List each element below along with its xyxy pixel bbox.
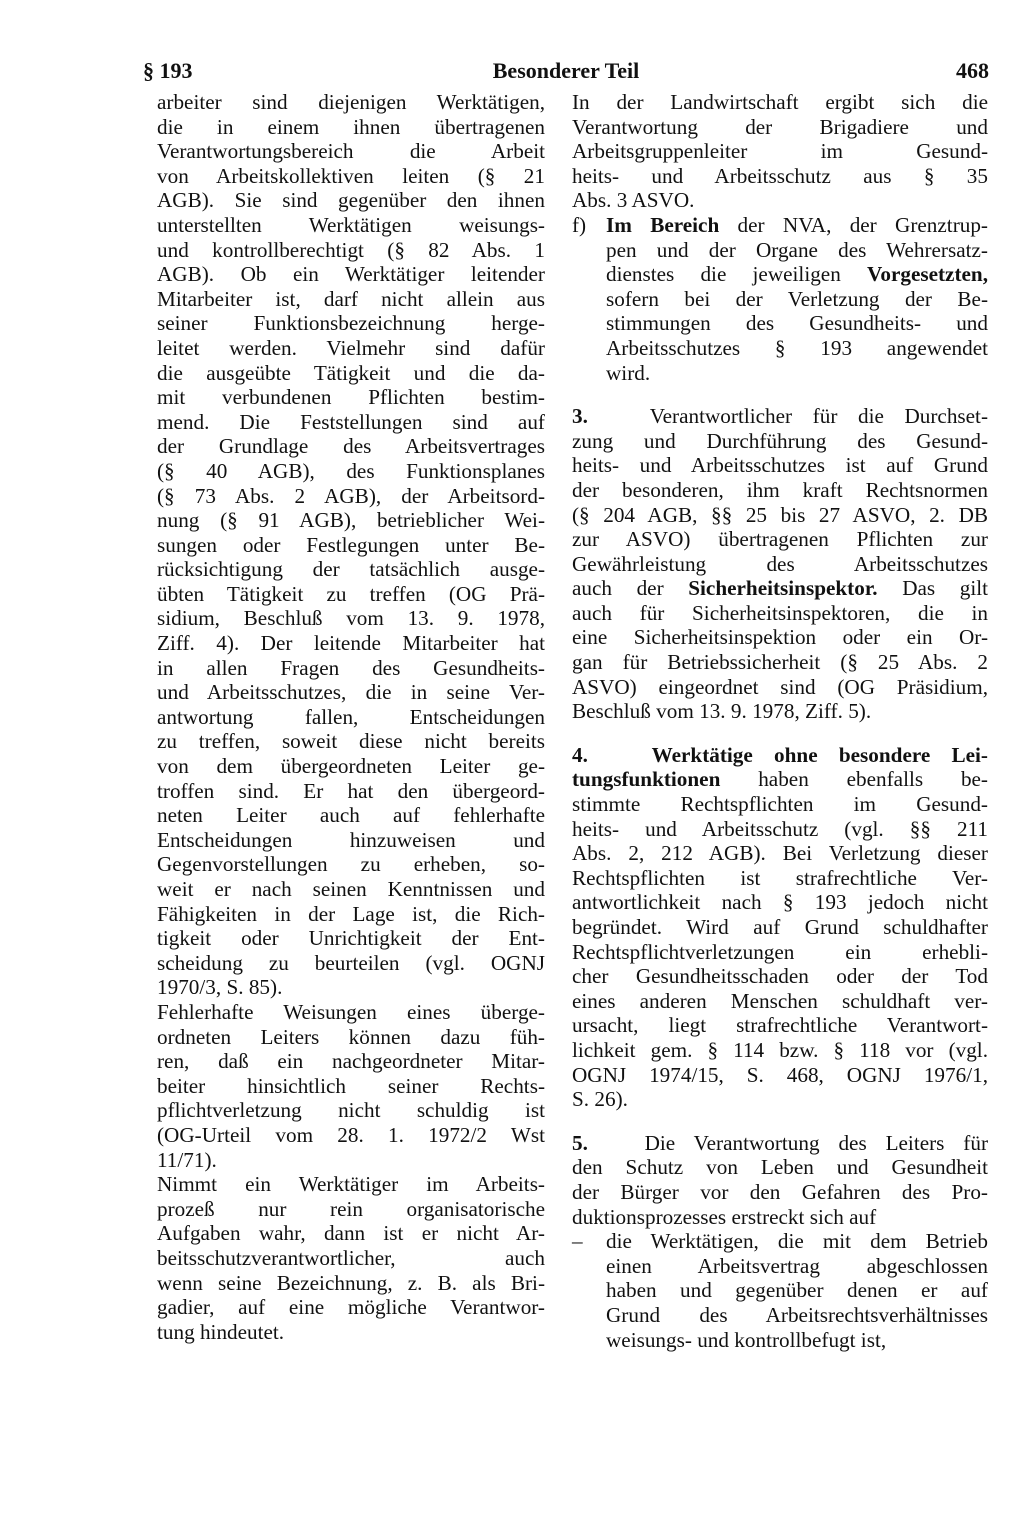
text-line: rücksichtigung der tatsächlich ausge- [157, 557, 545, 582]
text-span: der NVA, der Grenztrup- [719, 212, 988, 237]
text-line: cher Gesundheitsschaden oder der Tod [572, 964, 988, 989]
text-line: (§ 73 Abs. 2 AGB), der Arbeitsord- [157, 483, 545, 508]
bold-term: Vorgesetzten, [867, 262, 988, 287]
text-line: heits- und Arbeitsschutz aus § 35 [572, 163, 988, 188]
paragraph-number: 3. [572, 404, 588, 429]
text-line: zu treffen, soweit diese nicht bereits [157, 729, 545, 754]
text-line: in allen Fragen des Gesundheits- [157, 655, 545, 680]
text-line: ASVO) eingeordnet sind (OG Präsidium, [572, 674, 988, 699]
text-line: auch für Sicherheitsinspektoren, die in [572, 600, 988, 625]
text-line: der besonderen, ihm kraft Rechtsnormen [572, 477, 988, 502]
text-line: Fähigkeiten in der Lage ist, die Rich- [157, 901, 545, 926]
paragraph-5 [572, 1131, 988, 1352]
text-line: Mitarbeiter ist, darf nicht allein aus [157, 286, 545, 311]
bold-term: Werktätige ohne besondere Lei- [651, 742, 988, 767]
text-line: von dem übergeordneten Leiter ge- [157, 754, 545, 779]
paragraph-4 [572, 743, 988, 1112]
paragraph-number: 4. [572, 742, 588, 767]
text-line: troffen sind. Er hat den übergeord- [157, 778, 545, 803]
text-line: gan für Betriebssicherheit (§ 25 Abs. 2 [572, 650, 988, 675]
text-line: Verantwortungsbereich die Arbeit [157, 139, 545, 164]
running-title: Besonderer Teil [492, 58, 640, 83]
text-line: OGNJ 1974/15, S. 468, OGNJ 1976/1, [572, 1062, 988, 1087]
text-span: Verantwortlicher für die Durchset- [649, 404, 988, 429]
text-line: weit er nach seinen Kenntnissen und [157, 877, 545, 901]
text-line: haben und gegenüber denen er auf [606, 1278, 988, 1303]
text-line: (§ 204 AGB, §§ 25 bis 27 ASVO, 2. DB [572, 502, 988, 527]
text-line: duktionsprozesses erstreckt sich auf [572, 1204, 877, 1229]
text-line: mit verbundenen Pflichten bestim- [157, 385, 545, 410]
list-item-f [572, 213, 988, 385]
text-line: Arbeitsgruppenleiter im Gesund- [572, 139, 988, 164]
text-line: mend. Die Feststellungen sind auf [157, 409, 545, 434]
text-line [606, 213, 988, 238]
text-line: Entscheidungen hinzuweisen und [157, 827, 545, 852]
text-line: pflichtverletzung nicht schuldig ist [157, 1098, 545, 1123]
text-line: der Grundlage des Arbeitsvertrages [157, 434, 545, 459]
text-line: sofern bei der Verletzung der Be- [606, 286, 988, 311]
text-line: lichkeit gem. § 114 bzw. § 118 vor (vgl. [572, 1037, 988, 1062]
text-line: wenn seine Bezeichnung, z. B. als Bri- [157, 1270, 545, 1295]
text-line: beitsschutzverantwortlicher, auch [157, 1245, 545, 1270]
bold-term: Sicherheitsinspektor. [688, 576, 878, 601]
page-number: 468 [956, 58, 989, 83]
text-line: In der Landwirtschaft ergibt sich die [572, 90, 988, 114]
text-line: Rechtspflichten ist strafrechtliche Ver- [572, 865, 988, 890]
text-line: Grund des Arbeitsrechtsverhältnisses [606, 1302, 988, 1327]
text-line: (§ 40 AGB), des Funktionsplanes [157, 458, 545, 483]
text-line: antwortlichkeit nach § 193 jedoch nicht [572, 890, 988, 915]
text-line: heits- und Arbeitsschutzes ist auf Grund [572, 453, 988, 478]
text-line: Nimmt ein Werktätiger im Arbeits- [157, 1172, 545, 1197]
text-line: Ziff. 4). Der leitende Mitarbeiter hat [157, 631, 545, 656]
text-line: antwortung fallen, Entscheidungen [157, 704, 545, 729]
text-line: unterstellten Werktätigen weisungs- [157, 212, 545, 237]
text-line: ursacht, liegt strafrechtliche Verantwort- [572, 1013, 988, 1038]
text-span: Das gilt [877, 576, 988, 601]
text-line: 1970/3, S. 85). [157, 975, 283, 1000]
text-line: eine Sicherheitsinspektion oder ein Or- [572, 625, 988, 650]
text-span: haben ebenfalls be- [720, 767, 988, 792]
text-line [572, 576, 988, 601]
text-line: nung (§ 91 AGB), betrieblicher Wei- [157, 508, 545, 533]
text-line: sidium, Beschluß vom 13. 9. 1978, [157, 606, 545, 631]
text-span: auch der [572, 576, 689, 601]
text-line: von Arbeitskollektiven leiten (§ 21 [157, 163, 545, 188]
running-header [143, 58, 989, 88]
text-line [572, 1131, 988, 1156]
text-line: die Werktätigen, die mit dem Betrieb [606, 1229, 988, 1254]
text-span: Die Verantwortung des Leiters für [644, 1130, 989, 1155]
text-line: zung und Durchführung des Gesund- [572, 428, 988, 453]
text-line: Aufgaben wahr, dann ist er nicht Ar- [157, 1221, 545, 1246]
text-line: arbeiter sind diejenigen Werktätigen, [157, 90, 545, 114]
text-line: einen Arbeitsvertrag abgeschlossen [606, 1253, 988, 1278]
text-line: AGB). Ob ein Werktätiger leitender [157, 262, 545, 287]
bold-term: tungsfunktionen [572, 767, 721, 792]
text-line: Beschluß vom 13. 9. 1978, Ziff. 5). [572, 699, 872, 724]
text-line: und Arbeitsschutzes, die in seine Ver- [157, 680, 545, 705]
text-line: pen und der Organe des Wehrersatz- [606, 237, 988, 262]
text-line [606, 262, 988, 287]
text-line: (OG-Urteil vom 28. 1. 1972/2 Wst [157, 1122, 545, 1147]
section-number: § 193 [143, 58, 193, 83]
text-line: Verantwortung der Brigadiere und [572, 114, 988, 139]
text-line: eines anderen Menschen schuldhaft ver- [572, 988, 988, 1013]
text-line: sungen oder Festlegungen unter Be- [157, 532, 545, 557]
text-line: die ausgeübte Tätigkeit und die da- [157, 360, 545, 385]
text-line: Abs. 2, 212 AGB). Bei Verletzung dieser [572, 841, 988, 866]
text-line: heits- und Arbeitsschutz (vgl. §§ 211 [572, 816, 988, 841]
text-line: seiner Funktionsbezeichnung herge- [157, 311, 545, 336]
text-line [572, 404, 988, 429]
text-line [572, 743, 988, 768]
text-line [572, 767, 988, 792]
dash-list-item [572, 1229, 988, 1352]
text-line: übten Tätigkeit zu treffen (OG Prä- [157, 581, 545, 606]
text-line: Abs. 3 ASVO. [572, 188, 695, 213]
text-line: der Bürger vor den Gefahren des Pro- [572, 1179, 988, 1204]
text-line: begründet. Wird auf Grund schuldhafter [572, 915, 988, 939]
text-line: Gegenvorstellungen zu erheben, so- [157, 852, 545, 877]
text-line: weisungs- und kontrollbefugt ist, [606, 1327, 887, 1352]
text-line: tigkeit oder Unrichtigkeit der Ent- [157, 926, 545, 951]
text-line: S. 26). [572, 1087, 628, 1112]
bold-term: Im Bereich [606, 212, 720, 237]
paragraph-number: 5. [572, 1130, 588, 1155]
item-label: f) [572, 212, 587, 237]
text-line: gadier, auf eine mögliche Verantwor- [157, 1295, 545, 1320]
text-line: den Schutz von Leben und Gesundheit [572, 1155, 988, 1180]
text-line: prozeß nur rein organisatorische [157, 1196, 545, 1221]
text-line: stimmte Rechtspflichten im Gesund- [572, 792, 988, 817]
text-line: 11/71). [157, 1147, 217, 1172]
left-column [157, 90, 545, 1344]
text-line: und kontrollberechtigt (§ 82 Abs. 1 [157, 237, 545, 262]
text-line: Fehlerhafte Weisungen eines überge- [157, 999, 545, 1024]
text-line: scheidung zu beurteilen (vgl. OGNJ [157, 950, 545, 975]
text-span: dienstes die jeweiligen [606, 262, 867, 287]
text-line: leitet werden. Vielmehr sind dafür [157, 335, 545, 360]
text-line: neten Leiter auch auf fehlerhafte [157, 803, 545, 828]
text-line: zur ASVO) übertragenen Pflichten zur [572, 527, 988, 552]
text-line: tung hindeutet. [157, 1319, 285, 1344]
dash-bullet: – [572, 1229, 583, 1254]
text-line: Gewährleistung des Arbeitsschutzes [572, 551, 988, 576]
text-line: die in einem ihnen übertragenen [157, 114, 545, 139]
text-line: Arbeitsschutzes § 193 angewendet [606, 335, 988, 360]
text-line: ren, daß ein nachgeordneter Mitar- [157, 1049, 545, 1074]
right-column [572, 90, 988, 1352]
text-line: ordneten Leiters können dazu füh- [157, 1024, 545, 1049]
text-line: stimmungen des Gesundheits- und [606, 311, 988, 336]
text-line: wird. [606, 360, 651, 385]
text-line: beiter hinsichtlich seiner Rechts- [157, 1073, 545, 1098]
text-line: Rechtspflichtverletzungen ein erhebli- [572, 939, 988, 964]
paragraph-3 [572, 404, 988, 724]
text-line: AGB). Sie sind gegenüber den ihnen [157, 188, 545, 213]
